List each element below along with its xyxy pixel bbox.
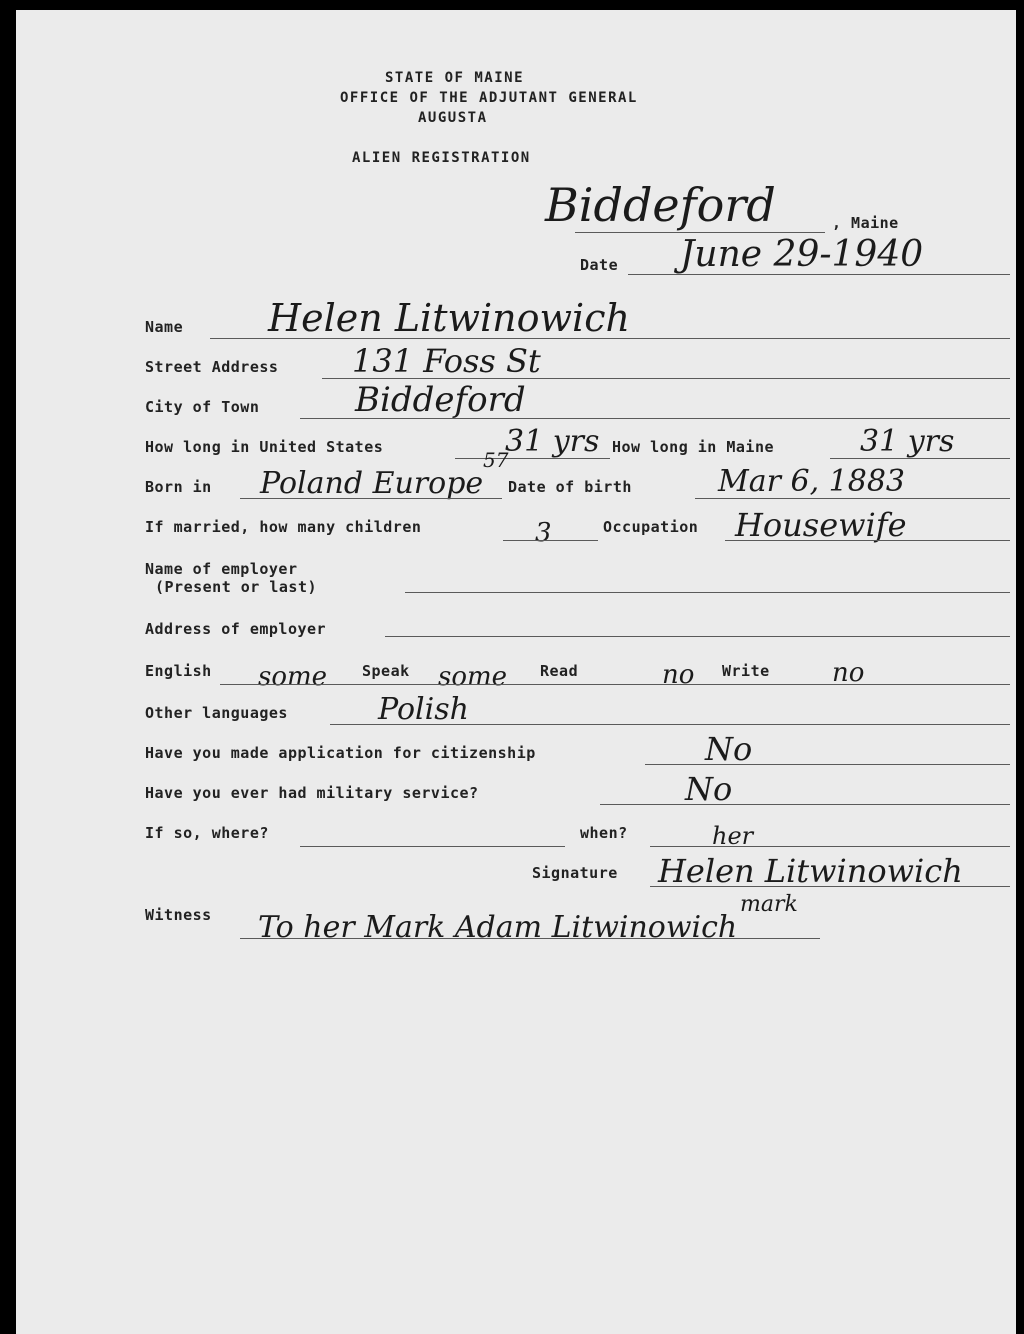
signature-mark-note: her — [712, 822, 754, 850]
where-label: If so, where? — [145, 824, 269, 842]
city-line — [300, 418, 1010, 419]
scan-border-top — [0, 0, 1024, 10]
speak-label: Speak — [362, 662, 410, 680]
city-top-line — [575, 232, 825, 233]
write-label: Write — [722, 662, 770, 680]
how-long-us-line — [455, 458, 610, 459]
employer-sub-label: (Present or last) — [155, 578, 318, 596]
how-long-us-entry: 31 yrs — [505, 424, 600, 459]
street-label: Street Address — [145, 358, 279, 376]
occupation-line — [725, 540, 1010, 541]
date-entry: June 29-1940 — [680, 234, 924, 275]
children-line — [503, 540, 598, 541]
employer-line — [405, 592, 1010, 593]
read-label: Read — [540, 662, 579, 680]
occupation-label: Occupation — [603, 518, 699, 536]
employer-label: Name of employer — [145, 560, 298, 578]
other-languages-line — [330, 724, 1010, 725]
children-label: If married, how many children — [145, 518, 422, 536]
english-label: English — [145, 662, 212, 680]
age-note: 57 — [483, 448, 509, 472]
citizenship-label: Have you made application for citizenship — [145, 744, 536, 762]
military-entry: No — [685, 770, 733, 808]
city-top-entry: Biddeford — [545, 178, 776, 232]
born-in-entry: Poland Europe — [260, 466, 484, 501]
city-entry: Biddeford — [355, 380, 526, 420]
other-languages-label: Other languages — [145, 704, 288, 722]
form-title: ALIEN REGISTRATION — [352, 150, 531, 166]
signature-line — [650, 886, 1010, 887]
how-long-maine-line — [830, 458, 1010, 459]
date-label: Date — [580, 256, 619, 274]
name-entry: Helen Litwinowich — [268, 296, 630, 340]
occupation-entry: Housewife — [735, 506, 907, 544]
write-entry: no — [832, 658, 865, 688]
street-line — [322, 378, 1010, 379]
where-line — [300, 846, 565, 847]
speak-entry: some — [438, 662, 508, 692]
dob-label: Date of birth — [508, 478, 632, 496]
children-entry: 3 — [535, 518, 552, 548]
when-line — [650, 846, 1010, 847]
street-entry: 131 Foss St — [352, 342, 541, 380]
maine-label: , Maine — [832, 214, 899, 232]
scan-border-left — [0, 0, 16, 1334]
dob-entry: Mar 6, 1883 — [718, 464, 905, 499]
read-entry: no — [662, 660, 695, 690]
employer-address-label: Address of employer — [145, 620, 327, 638]
english-entry: some — [258, 662, 328, 692]
witness-mark-note: mark — [740, 892, 798, 917]
witness-label: Witness — [145, 906, 212, 924]
citizenship-entry: No — [705, 730, 753, 768]
english-line — [220, 684, 1010, 685]
military-label: Have you ever had military service? — [145, 784, 479, 802]
signature-label: Signature — [532, 864, 618, 882]
citizenship-line — [645, 764, 1010, 765]
city-label: City of Town — [145, 398, 260, 416]
born-in-line — [240, 498, 502, 499]
witness-entry: To her Mark Adam Litwinowich — [258, 910, 738, 945]
scan-border-right — [1016, 0, 1024, 1334]
how-long-maine-label: How long in Maine — [612, 438, 775, 456]
other-languages-entry: Polish — [378, 692, 469, 727]
date-line — [628, 274, 1010, 275]
born-in-label: Born in — [145, 478, 212, 496]
header-office: OFFICE OF THE ADJUTANT GENERAL — [340, 90, 638, 106]
signature-entry: Helen Litwinowich — [658, 852, 963, 890]
witness-line — [240, 938, 820, 939]
header-city: AUGUSTA — [418, 110, 488, 126]
name-label: Name — [145, 318, 184, 336]
how-long-maine-entry: 31 yrs — [860, 424, 955, 459]
name-line — [210, 338, 1010, 339]
header-state: STATE OF MAINE — [385, 70, 525, 86]
when-label: when? — [580, 824, 628, 842]
how-long-us-label: How long in United States — [145, 438, 384, 456]
dob-line — [695, 498, 1010, 499]
military-line — [600, 804, 1010, 805]
employer-address-line — [385, 636, 1010, 637]
